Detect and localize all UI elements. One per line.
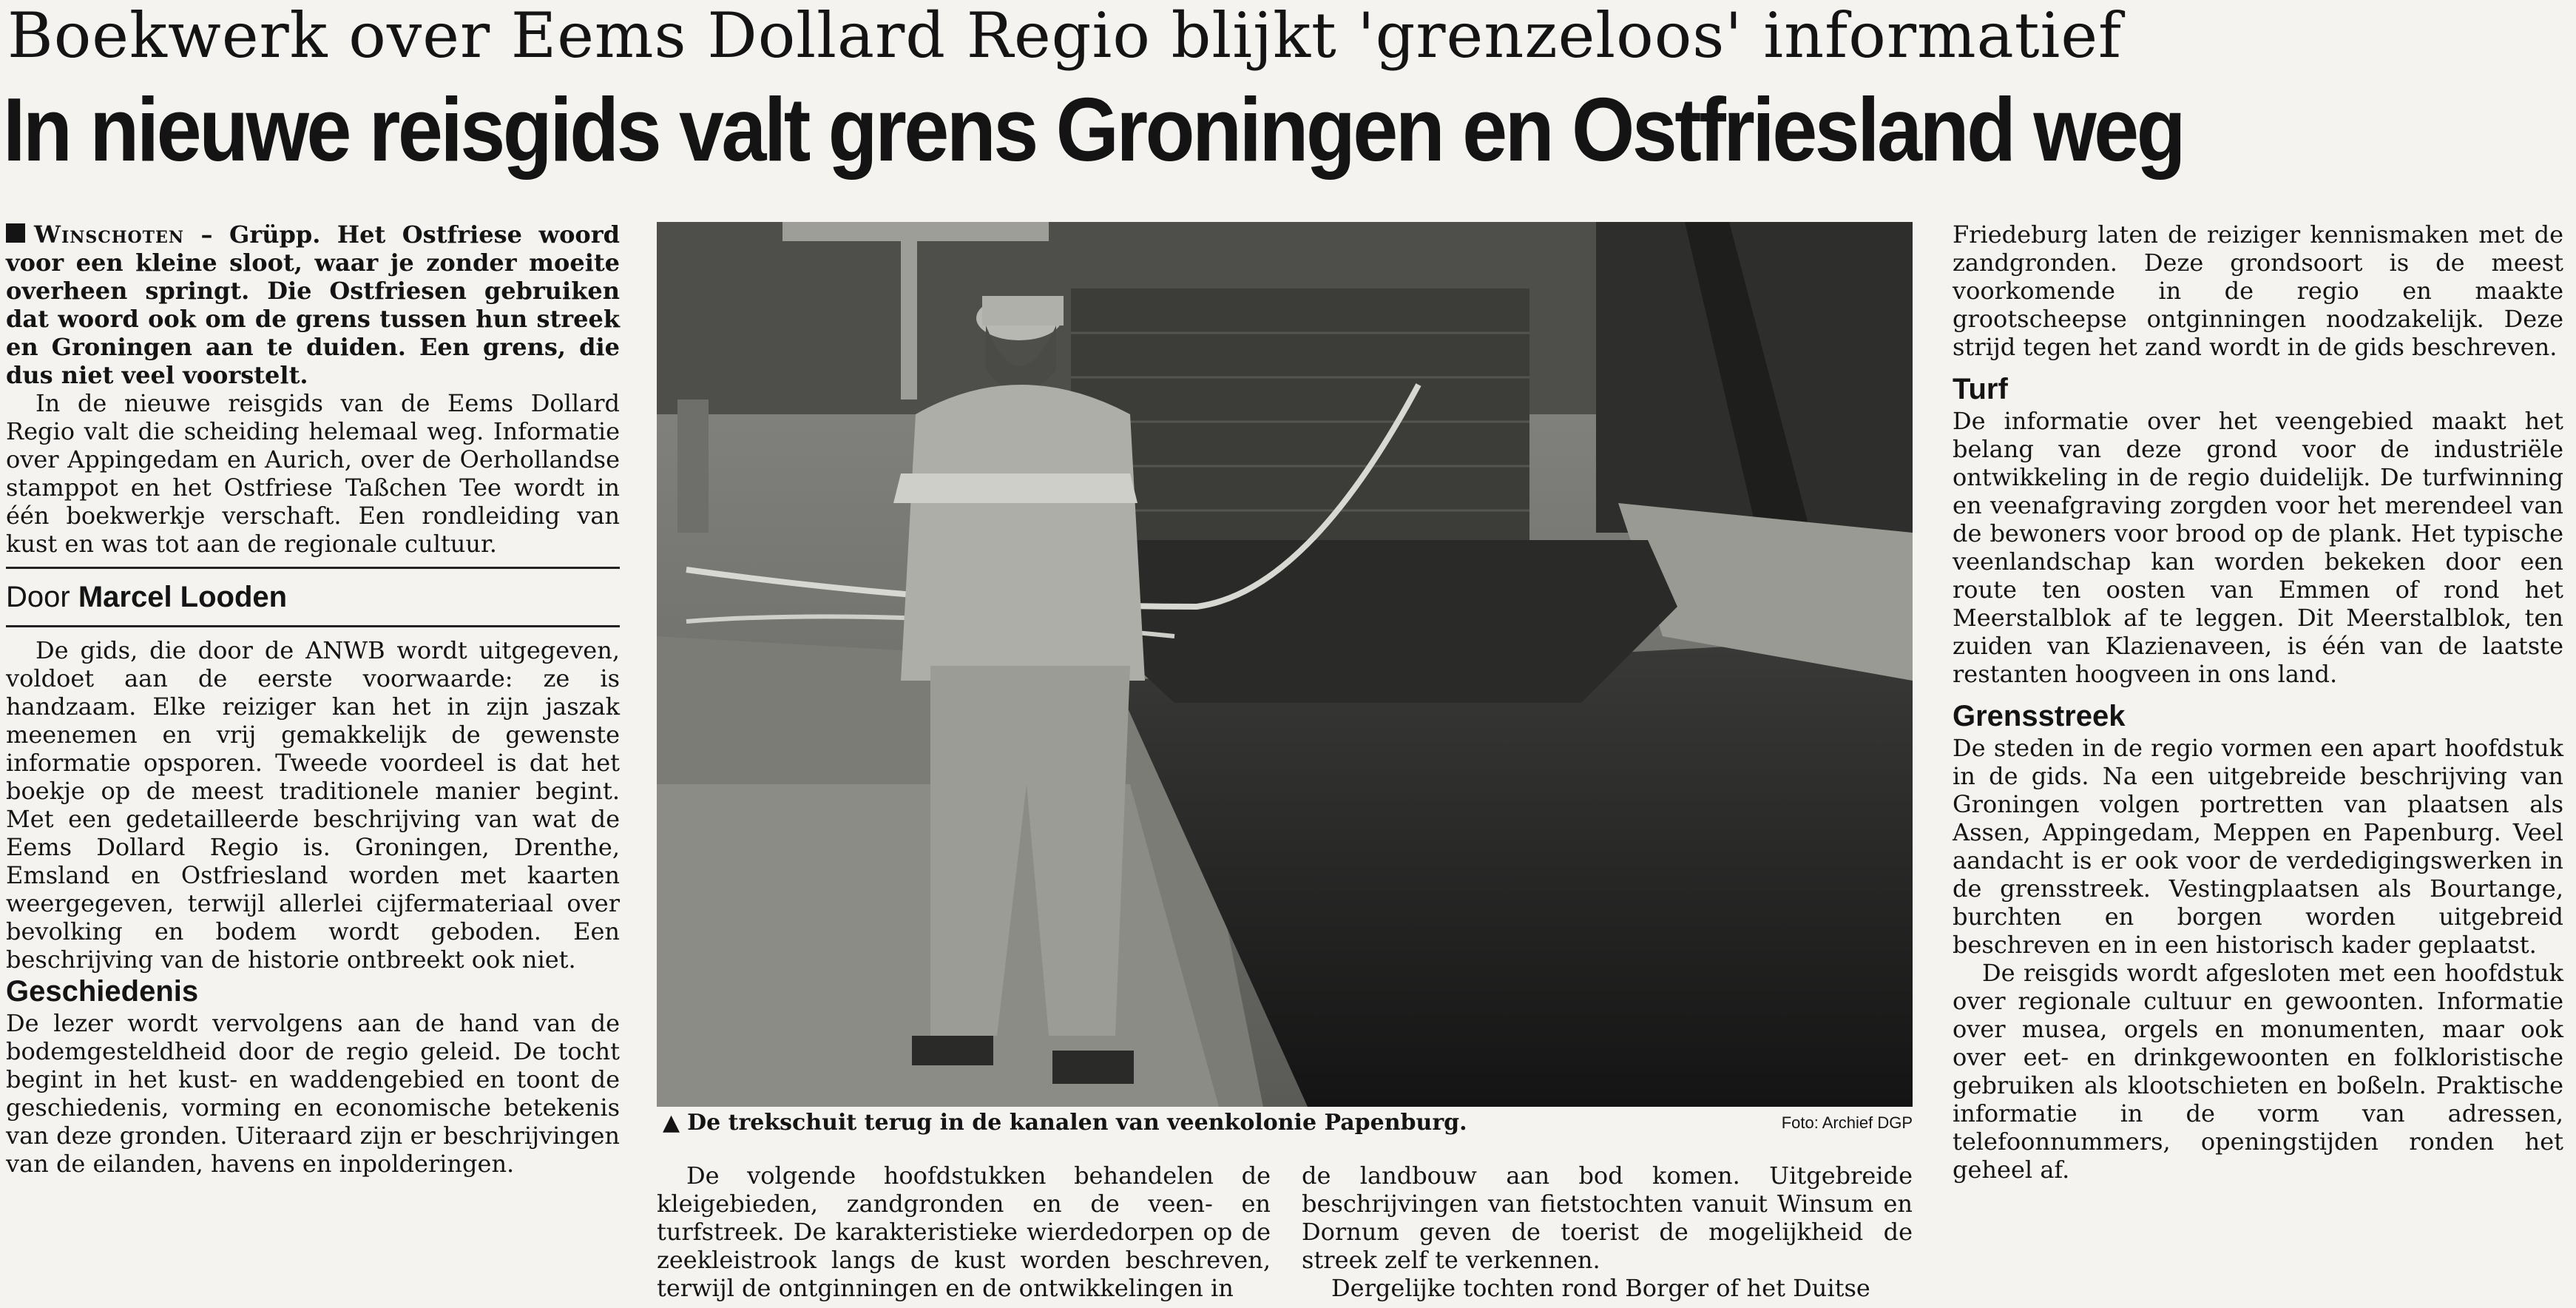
column-2 [657, 1162, 1271, 1302]
body-paragraph: De volgende hoofdstukken behandelen de kleigebieden, zandgronden en de veen- en turfstreek. De karakteristieke wierdedorpen op de zeekleistrook langs de kust worden beschreven, terwijl de ontginningen en de ontwikkelingen in [657, 1162, 1271, 1302]
article-headline: In nieuwe reisgids valt grens Groningen en Ostfriesland weg [3, 79, 2184, 180]
body-paragraph: Dergelijke tochten rond Borger of het Duitse [1331, 1274, 1870, 1302]
byline [6, 578, 620, 616]
subheading-geschiedenis: Geschiedenis [6, 975, 199, 1008]
article-kicker: Boekwerk over Eems Dollard Regio blijkt 'grenzeloos' informatief [7, 0, 2123, 72]
byline-prefix: Door [6, 581, 70, 613]
dateline-place: Winschoten [34, 220, 184, 249]
body-paragraph: De gids, die door de ANWB wordt uitgegeven, voldoet aan de eerste voorwaarde: ze is handzaam. Elke reiziger kan het in zijn jaszak meenemen en vrij gemakkelijk de gewenste informatie opsporen. Tweede voordeel is dat het boekje op de meest traditionele manier begint. Met een gedetailleerde beschrijving van wat de Eems Dollard Regio is. Groningen, Drenthe, Emsland en Ostfriesland worden met kaarten weergegeven, terwijl allerlei cijfermateriaal over bevolking en bodem wordt geboden. Een beschrijving van de historie ontbreekt ook niet. [6, 636, 620, 974]
caption-triangle-icon: ▲ [663, 1110, 680, 1136]
photo-credit: Foto: Archief DGP [1781, 1113, 1913, 1132]
body-paragraph: Friedeburg laten de reiziger kennismaken met de zandgronden. Deze grondsoort is de meest voorkomende in de regio en maakte grootscheepse ontginningen noodzakelijk. Deze strijd tegen het zand wordt in de gids beschreven. [1953, 220, 2563, 361]
body-paragraph: De reisgids wordt afgesloten met een hoofdstuk over regionale cultuur en gewoonten. Informatie over musea, orgels en monumenten, maar ook over eet- en drinkgewoonten en folkloristische gebruiken als klootschieten en boßeln. Praktische informatie in de vorm van adressen, telefoonnummers, openingstijden ronden het geheel af. [1953, 959, 2563, 1184]
body-paragraph: De informatie over het veengebied maakt het belang van deze grond voor de industriële ontwikkeling in de regio duidelijk. De turfwinning en veenafgraving zorgden voor het merendeel van de bewoners voor brood op de plank. Het typische veenlandschap kan worden bekeken door een route ten oosten van Emmen of rond het Meerstalblok af te leggen. Dit Meerstalblok, ten zuiden van Klazienaveen, is één van de laatste restanten hoogveen in ons land. [1953, 407, 2563, 688]
lead-text: – Grüpp. Het Ostfriese woord voor een kleine sloot, waar je zonder moeite overheen springt. Die Ostfriesen gebruiken dat woord ook om de grens tussen hun streek en Groningen aan te duiden. Een grens, die dus niet veel voorstelt. [6, 220, 620, 389]
body-paragraph: de landbouw aan bod komen. Uitgebreide beschrijvingen van fietstochten vanuit Winsum en Dornum geven de toerist de mogelijkheid de streek zelf te verkennen. [1302, 1162, 1913, 1274]
column-1 [6, 220, 620, 1178]
column-4 [1953, 220, 2563, 1184]
lead-marker-icon [6, 223, 25, 243]
article-photo [657, 222, 1913, 1107]
body-paragraph: De steden in de regio vormen een apart hoofdstuk in de gids. Na een uitgebreide beschrijving van Groningen volgen portretten van plaatsen als Assen, Appingedam, Meppen en Papenburg. Veel aandacht is er ook voor de verdedigingswerken in de grensstreek. Vestingplaatsen als Bourtange, burchten en borgen worden uitgebreid beschreven en in een historisch kader geplaatst. [1953, 734, 2563, 959]
divider [6, 625, 620, 627]
photo-caption [663, 1107, 1913, 1141]
body-paragraph: De lezer wordt vervolgens aan de hand van de bodemgesteldheid door de regio geleid. De tocht begint in het kust- en waddengebied en toont de geschiedenis, vorming en economische betekenis van deze gronden. Uiteraard zijn er beschrijvingen van de eilanden, havens en inpolderingen. [6, 1009, 620, 1178]
subheading-grensstreek: Grensstreek [1953, 700, 2126, 732]
column-3 [1302, 1162, 1913, 1302]
photo-canal-barge-illustration [657, 222, 1913, 1107]
divider [6, 567, 620, 569]
byline-author: Marcel Looden [78, 581, 288, 613]
lead-paragraph [6, 220, 620, 389]
intro-paragraph: In de nieuwe reisgids van de Eems Dollard Regio valt die scheiding helemaal weg. Informatie over Appingedam en Aurich, over de Oerhollandse stamppot en het Ostfriese Taßchen Tee wordt in één boekwerkje verschaft. Een rondleiding van kust en was tot aan de regionale cultuur. [6, 389, 620, 558]
subheading-turf: Turf [1953, 373, 2008, 405]
caption-text: De trekschuit terug in de kanalen van veenkolonie Papenburg. [687, 1110, 1467, 1136]
